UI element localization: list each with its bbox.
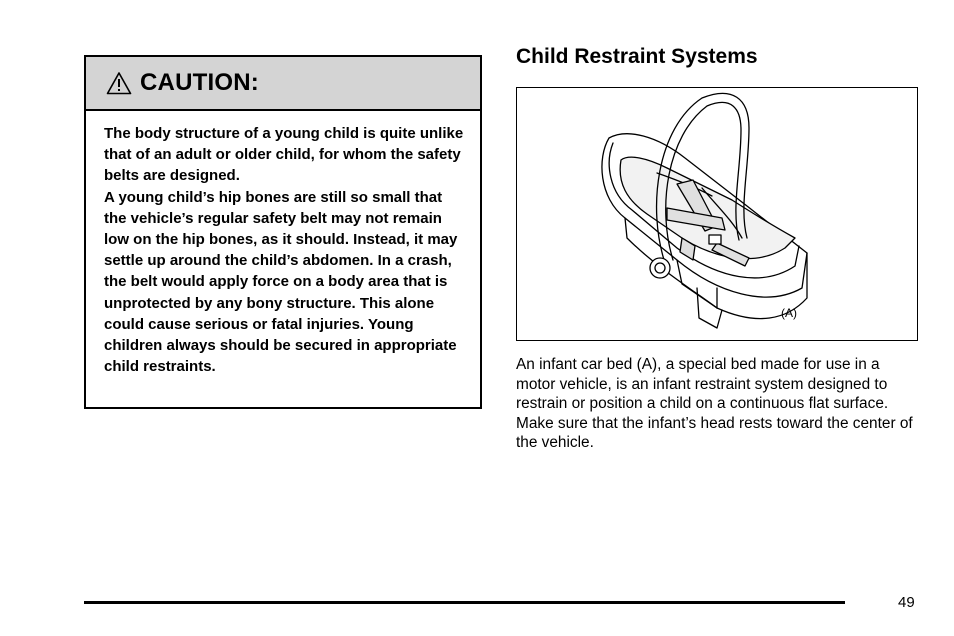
caution-box	[84, 55, 482, 409]
body-paragraph: An infant car bed (A), a special bed made for use in a motor vehicle, is an infant restraint system designed to restrain or position a child on a continuous flat surface. Make sure that the infant’s head rests toward the center of the vehicle.	[516, 356, 913, 451]
footer-rule	[84, 601, 845, 604]
infant-car-bed-figure	[516, 87, 918, 341]
caution-paragraph-1: The body structure of a young child is quite unlike that of an adult or older child, for whom the safety belts are designed.	[104, 125, 464, 185]
figure-label-a: (A)	[781, 306, 797, 320]
caution-body	[86, 111, 480, 377]
infant-car-bed-icon	[517, 88, 919, 342]
warning-triangle-icon	[106, 71, 132, 95]
caution-paragraph-2: A young child’s hip bones are still so small that the vehicle’s regular safety belt may not remain low on the hip bones, as it should. Instead, it may settle up around the child’s abdomen. In a crash, the belt would apply force on a body area that is unprotected by any bony structure. This alone could cause serious or fatal injuries. Young children always should be secured in appropriate child restraints.	[104, 188, 458, 376]
page-number: 49	[898, 594, 915, 611]
caution-title: CAUTION:	[140, 69, 259, 96]
section-title: Child Restraint Systems	[516, 45, 758, 68]
caution-header	[86, 57, 480, 111]
